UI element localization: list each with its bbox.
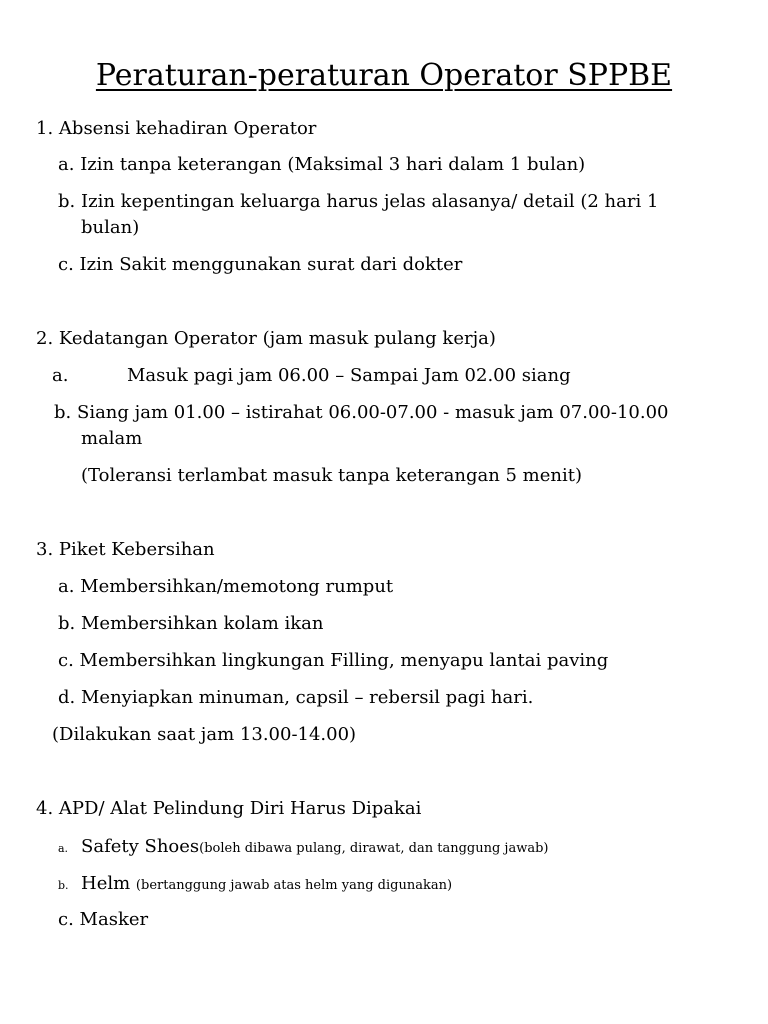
list-item [58,871,452,899]
list-item [58,648,608,674]
section-2-heading [36,326,496,352]
section-number: 1. [36,118,54,139]
section-number: 3. [36,539,54,560]
list-item [58,252,462,278]
item-marker: b. [54,402,72,423]
item-detail: (boleh dibawa pulang, dirawat, dan tanggung jawab) [199,841,549,856]
item-text: Izin kepentingan keluarga harus jelas alasanya/ detail (2 hari 1 [80,191,659,212]
item-marker: d. [58,687,76,708]
item-text: Izin Sakit menggunakan surat dari dokter [79,254,463,275]
list-item [58,189,658,215]
item-detail: (bertanggung jawab atas helm yang digunakan) [135,878,453,893]
item-text: Membersihkan kolam ikan [80,613,324,634]
list-item [58,685,533,711]
item-text: Menyiapkan minuman, capsil – rebersil pagi hari. [80,687,534,708]
list-item [58,152,585,178]
item-text: Membersihkan lingkungan Filling, menyapu lantai paving [79,650,609,671]
list-item [52,363,571,389]
section-number: 2. [36,328,54,349]
page-title: Peraturan-peraturan Operator SPPBE [95,58,673,93]
item-marker: c. [58,909,74,930]
item-marker: a. [58,576,75,597]
section-number: 4. [36,798,54,819]
section-4-heading [36,796,421,822]
list-item [58,907,148,933]
item-marker: b. [58,191,76,212]
list-item [54,400,669,426]
item-text: Membersihkan/memotong rumput [80,576,394,597]
section-heading-text: Kedatangan Operator (jam masuk pulang kerja) [58,328,496,349]
item-text: Siang jam 01.00 – istirahat 06.00-07.00 - masuk jam 07.00-10.00 [76,402,669,423]
section-heading-text: APD/ Alat Pelindung Diri Harus Dipakai [58,798,422,819]
item-marker: a. [58,842,69,855]
item-marker: c. [58,254,74,275]
section-3-heading [36,537,215,563]
item-marker: b. [58,879,69,892]
section-note: (Toleransi terlambat masuk tanpa keterangan 5 menit) [81,465,583,486]
item-text: Masker [79,909,149,930]
item-text: Helm [81,873,131,894]
item-marker: c. [58,650,74,671]
item-text-continuation: bulan) [81,217,140,238]
list-item [58,611,323,637]
item-text: Izin tanpa keterangan (Maksimal 3 hari dalam 1 bulan) [80,154,586,175]
section-heading-text: Absensi kehadiran Operator [58,118,317,139]
section-heading-text: Piket Kebersihan [58,539,215,560]
list-item [58,834,549,862]
item-text: Masuk pagi jam 06.00 – Sampai Jam 02.00 siang [127,365,571,386]
item-marker: a. [58,154,75,175]
item-text: Safety Shoes [81,836,200,857]
section-1-heading [36,116,316,142]
item-text-continuation: malam [81,428,143,449]
item-marker: b. [58,613,76,634]
item-marker: a. [52,365,69,386]
section-note: (Dilakukan saat jam 13.00-14.00) [52,724,357,745]
list-item [58,574,393,600]
